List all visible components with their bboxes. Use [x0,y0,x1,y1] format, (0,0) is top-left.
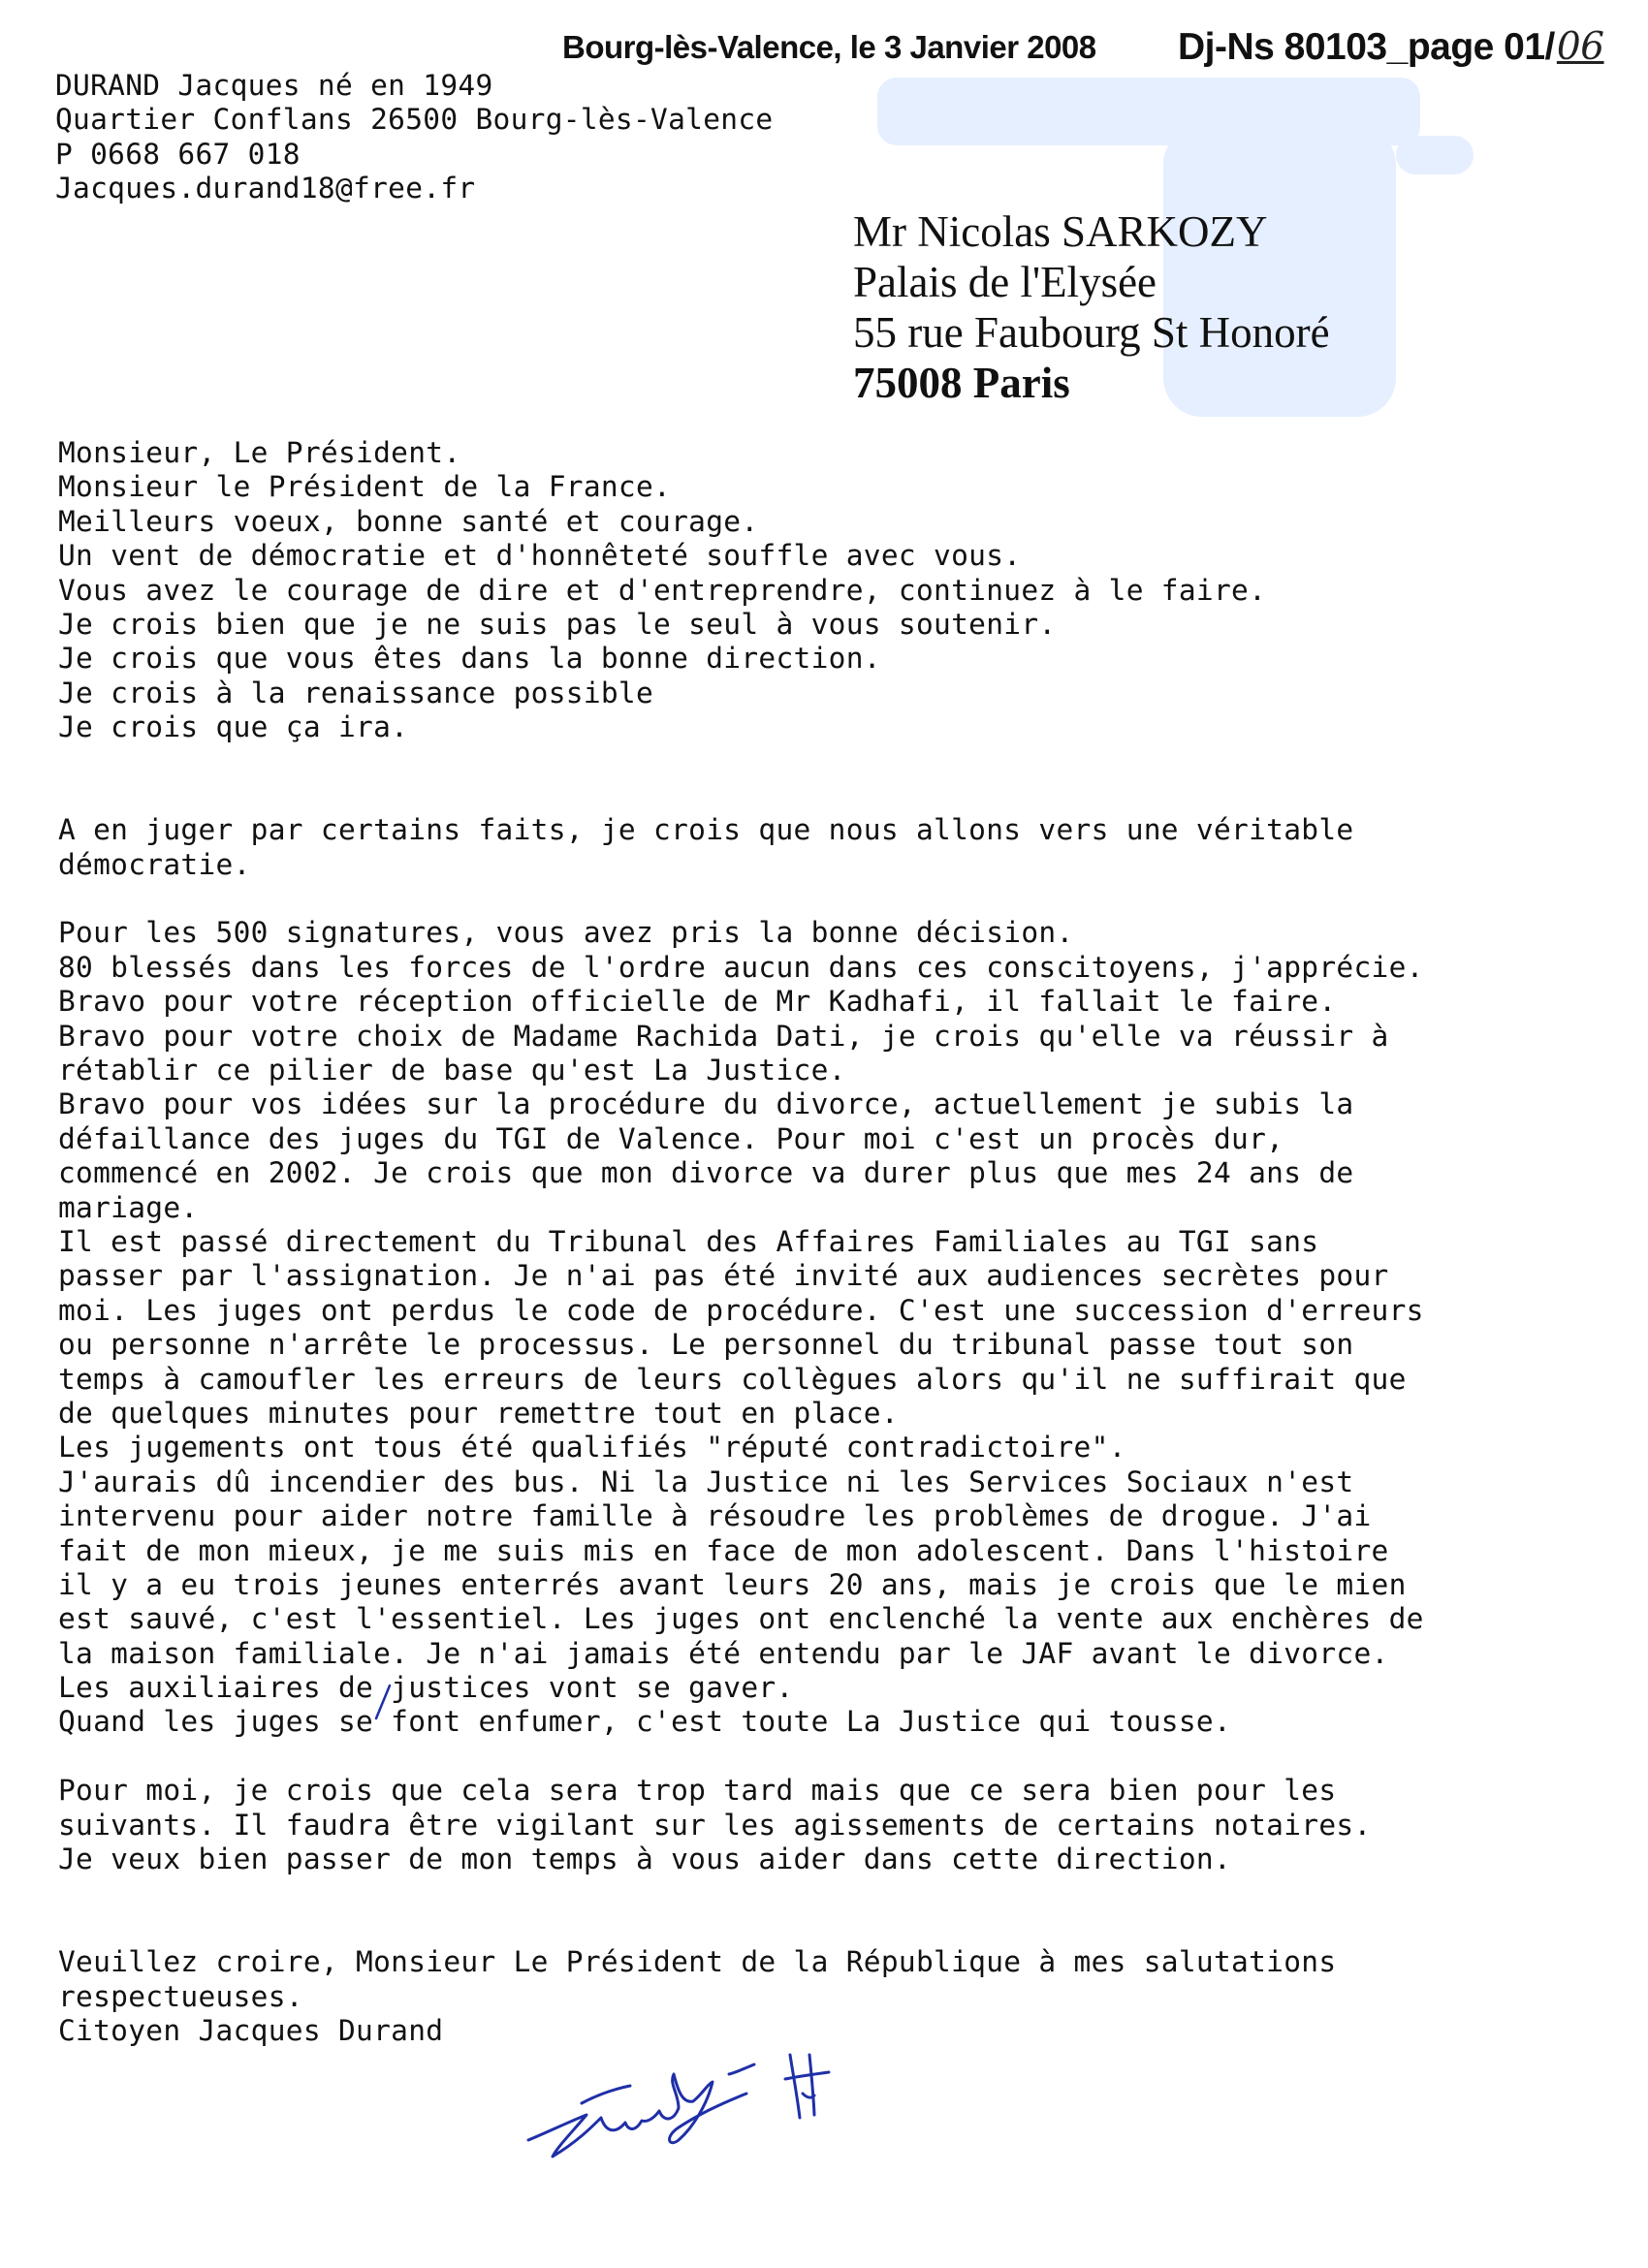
body-line: la maison familiale. Je n'ai jamais été entendu par le JAF avant le divorce. [58,1636,1389,1670]
body-line: commencé en 2002. Je crois que mon divorce va durer plus que mes 24 ans de [58,1156,1354,1190]
closing-line: respectueuses. [58,1979,303,2013]
body-line: Un vent de démocratie et d'honnêteté souffle avec vous. [58,539,1022,573]
paragraph-justice [58,916,1609,1739]
body-line: temps à camoufler les erreurs de leurs collègues alors qu'il ne suffirait que [58,1362,1407,1396]
body-line: défaillance des juges du TGI de Valence. Pour moi c'est un procès dur, [58,1121,1284,1155]
body-line: Pour les 500 signatures, vous avez pris la bonne décision. [58,916,1074,950]
signer-name: Citoyen Jacques Durand [58,2013,444,2047]
body-line: Je veux bien passer de mon temps à vous aider dans cette direction. [58,1843,1232,1876]
recipient-street: 55 rue Faubourg St Honoré [853,308,1330,357]
body-line: moi. Les juges ont perdus le code de procédure. C'est une succession d'erreurs [58,1293,1424,1327]
body-line: A en juger par certains faits, je crois que nous allons vers une véritable [58,813,1354,847]
body-line: Bravo pour votre choix de Madame Rachida Dati, je crois qu'elle va réussir à [58,1019,1389,1053]
body-line: Bravo pour votre réception officielle de Mr Kadhafi, il fallait le faire. [58,985,1337,1019]
body-line: Je crois que vous êtes dans la bonne direction. [58,642,881,676]
body-line: suivants. Il faudra être vigilant sur les agissements de certains notaires. [58,1808,1372,1842]
body-line: ou personne n'arrête le processus. Le personnel du tribunal passe tout son [58,1328,1354,1362]
recipient-block [853,206,1330,408]
body-line: est sauvé, c'est l'essentiel. Les juges ont enclenché la vente aux enchères de [58,1602,1424,1636]
sender-phone: P 0668 667 018 [55,137,301,171]
document-reference [1178,25,1604,69]
paragraph-democracy [58,813,1609,882]
body-line: démocratie. [58,847,251,881]
greeting-paragraph [58,436,1609,745]
sender-address: Quartier Conflans 26500 Bourg-lès-Valence [55,103,774,137]
paragraph-notaries [58,1774,1609,1876]
place-date: Bourg-lès-Valence, le 3 Janvier 2008 [562,29,1096,65]
closing-line: Veuillez croire, Monsieur Le Président de la République à mes salutations [58,1945,1337,1979]
sender-block [55,68,773,205]
handwritten-page-total: 06 [1556,25,1604,69]
body-line: Il est passé directement du Tribunal des Affaires Familiales au TGI sans [58,1224,1319,1258]
recipient-name: Mr Nicolas SARKOZY [853,207,1268,256]
recipient-building: Palais de l'Elysée [853,258,1157,306]
body-line: Meilleurs voeux, bonne santé et courage. [58,504,759,538]
body-line: Monsieur, Le Président. [58,436,461,469]
scan-artifact [1396,136,1474,174]
body-line: Je crois bien que je ne suis pas le seul à vous soutenir. [58,607,1057,641]
body-line: passer par l'assignation. Je n'ai pas été invité aux audiences secrètes pour [58,1259,1389,1293]
handwritten-signature [523,2026,863,2171]
reference-text: Dj-Ns 80103_page 01/ [1178,26,1555,68]
body-line: Les jugements ont tous été qualifiés "réputé contradictoire". [58,1431,1126,1465]
body-line: J'aurais dû incendier des bus. Ni la Justice ni les Services Sociaux n'est [58,1465,1354,1498]
sender-email: Jacques.durand18@free.fr [55,172,476,205]
body-line: de quelques minutes pour remettre tout en place. [58,1396,899,1430]
body-line: Bravo pour vos idées sur la procédure du divorce, actuellement je subis la [58,1087,1354,1121]
letter-body [58,436,1609,2048]
body-line: Quand les juges se font enfumer, c'est toute La Justice qui tousse. [58,1705,1232,1739]
body-line: Vous avez le courage de dire et d'entreprendre, continuez à le faire. [58,573,1267,607]
body-line: Les auxiliaires de justices vont se gaver. [58,1671,794,1705]
body-line: Monsieur le Président de la France. [58,470,672,504]
recipient-city: 75008 Paris [853,359,1070,407]
body-line: Je crois à la renaissance possible [58,676,654,709]
body-line: mariage. [58,1190,199,1224]
sender-name: DURAND Jacques né en 1949 [55,69,493,102]
body-line: 80 blessés dans les forces de l'ordre aucun dans ces conscitoyens, j'apprécie. [58,950,1424,984]
body-line: Pour moi, je crois que cela sera trop tard mais que ce sera bien pour les [58,1774,1337,1808]
body-line: rétablir ce pilier de base qu'est La Justice. [58,1054,846,1087]
handwritten-correction [368,1682,397,1724]
body-line: intervenu pour aider notre famille à résoudre les problèmes de drogue. J'ai [58,1499,1372,1533]
body-line: fait de mon mieux, je me suis mis en face de mon adolescent. Dans l'histoire [58,1533,1389,1567]
body-line: Je crois que ça ira. [58,710,409,744]
body-line: il y a eu trois jeunes enterrés avant leurs 20 ans, mais je crois que le mien [58,1567,1407,1601]
